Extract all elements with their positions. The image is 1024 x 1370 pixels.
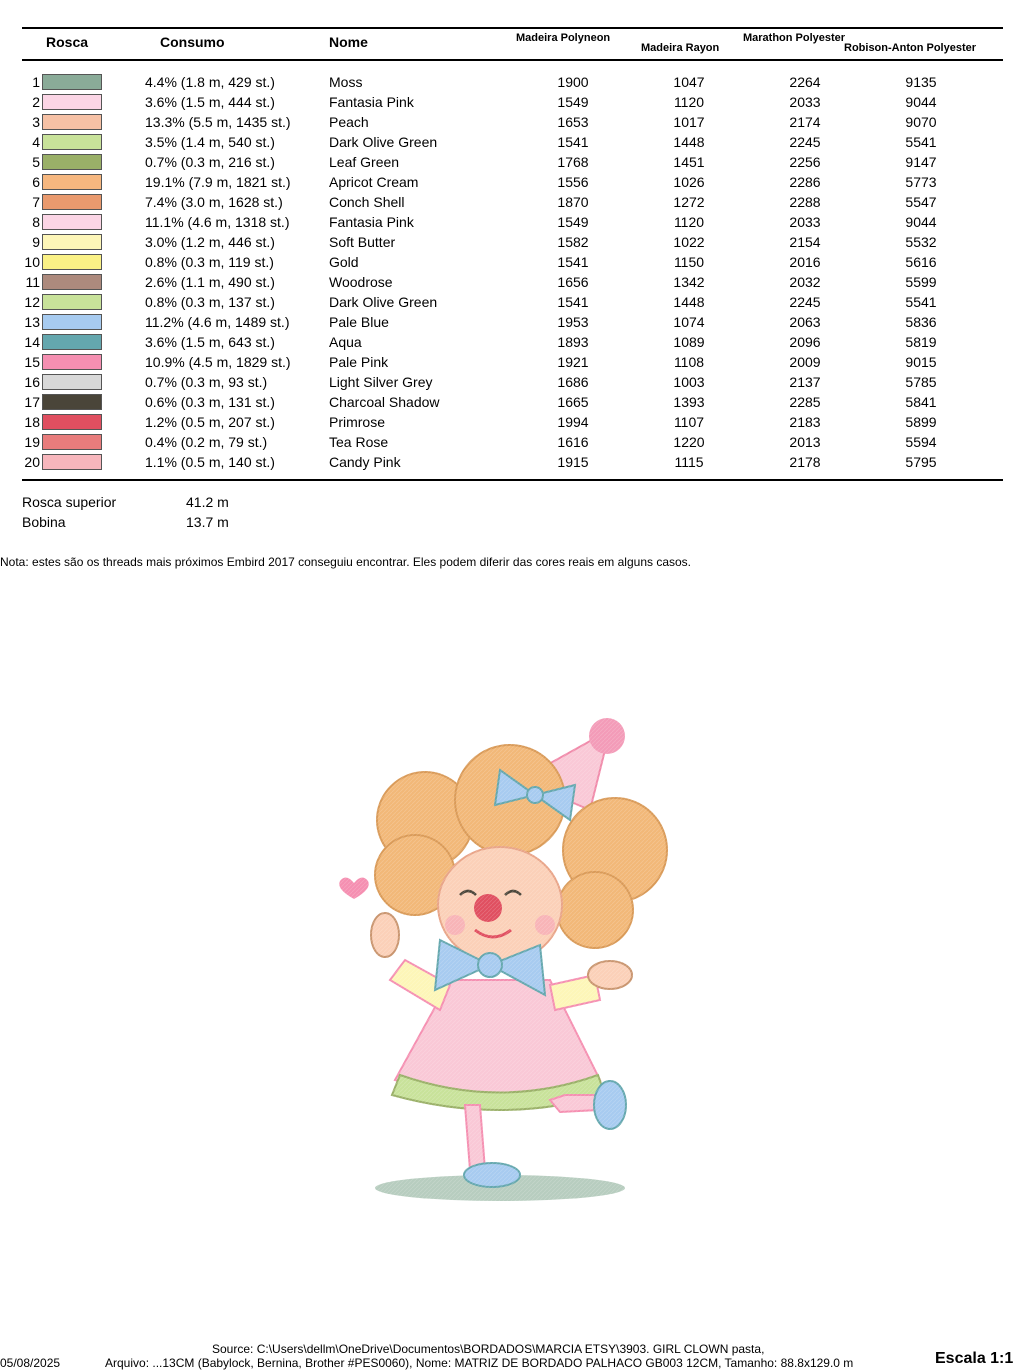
madeira-polyneon-code: 1556 xyxy=(557,174,589,190)
thread-consumption: 13.3% (5.5 m, 1435 st.) xyxy=(145,114,291,130)
thread-name: Pale Pink xyxy=(329,354,389,370)
madeira-rayon-code: 1272 xyxy=(673,194,705,210)
thread-consumption: 0.8% (0.3 m, 119 st.) xyxy=(145,254,274,270)
thread-number: 20 xyxy=(24,454,40,470)
table-row xyxy=(0,72,1024,92)
table-row xyxy=(0,192,1024,212)
thread-consumption: 7.4% (3.0 m, 1628 st.) xyxy=(145,194,283,210)
thread-name: Aqua xyxy=(329,334,362,350)
thread-name: Pale Blue xyxy=(329,314,389,330)
thread-number: 18 xyxy=(24,414,40,430)
thread-number: 15 xyxy=(24,354,40,370)
thread-number: 12 xyxy=(24,294,40,310)
robison-anton-code: 9044 xyxy=(905,94,937,110)
color-swatch xyxy=(42,94,102,110)
robison-anton-code: 5785 xyxy=(905,374,937,390)
note-text: Nota: estes são os threads mais próximos Embird 2017 conseguiu encontrar. Eles podem diferir das cores reais em alguns casos. xyxy=(0,555,692,569)
marathon-code: 2154 xyxy=(789,234,821,250)
footer-arquivo: Arquivo: ...13CM (Babylock, Bernina, Brother #PES0060), Nome: MATRIZ DE BORDADO PALHACO GB003 12CM, Tamanho: 88.8x129.0 m xyxy=(105,1356,854,1370)
table-row xyxy=(0,212,1024,232)
marathon-code: 2016 xyxy=(789,254,821,270)
madeira-rayon-code: 1150 xyxy=(673,254,705,270)
thread-number: 19 xyxy=(24,434,40,450)
header-madeira-rayon: Madeira Rayon xyxy=(641,42,720,54)
thread-consumption: 19.1% (7.9 m, 1821 st.) xyxy=(145,174,291,190)
marathon-code: 2009 xyxy=(789,354,821,370)
marathon-code: 2245 xyxy=(789,134,821,150)
madeira-rayon-code: 1342 xyxy=(673,274,705,290)
table-header-rule xyxy=(22,59,1003,61)
robison-anton-code: 5541 xyxy=(905,294,937,310)
thread-name: Leaf Green xyxy=(329,154,400,170)
footer-source: Source: C:\Users\dellm\OneDrive\Documentos\BORDADOS\MARCIA ETSY\3903. GIRL CLOWN pasta, xyxy=(212,1342,765,1356)
madeira-rayon-code: 1047 xyxy=(673,74,705,90)
thread-number: 10 xyxy=(24,254,40,270)
table-row xyxy=(0,292,1024,312)
marathon-code: 2286 xyxy=(789,174,821,190)
thread-consumption: 10.9% (4.5 m, 1829 st.) xyxy=(145,354,291,370)
madeira-polyneon-code: 1541 xyxy=(557,254,589,270)
robison-anton-code: 5599 xyxy=(905,274,937,290)
thread-consumption: 11.2% (4.6 m, 1489 st.) xyxy=(145,314,290,330)
madeira-polyneon-code: 1893 xyxy=(557,334,589,350)
thread-name: Soft Butter xyxy=(329,234,396,250)
table-row xyxy=(0,272,1024,292)
thread-number: 1 xyxy=(32,74,40,90)
thread-number: 14 xyxy=(24,334,40,350)
robison-anton-code: 5841 xyxy=(905,394,937,410)
robison-anton-code: 5594 xyxy=(905,434,937,450)
color-swatch xyxy=(42,274,102,290)
table-row xyxy=(0,372,1024,392)
thread-consumption: 2.6% (1.1 m, 490 st.) xyxy=(145,274,275,290)
color-swatch xyxy=(42,214,102,230)
madeira-rayon-code: 1108 xyxy=(673,354,705,370)
thread-name: Dark Olive Green xyxy=(329,134,438,150)
madeira-polyneon-code: 1900 xyxy=(557,74,589,90)
table-row xyxy=(0,132,1024,152)
thread-consumption: 3.5% (1.4 m, 540 st.) xyxy=(145,134,275,150)
marathon-code: 2285 xyxy=(789,394,821,410)
thread-consumption: 0.6% (0.3 m, 131 st.) xyxy=(145,394,275,410)
madeira-polyneon-code: 1915 xyxy=(557,454,589,470)
madeira-rayon-code: 1107 xyxy=(673,414,705,430)
marathon-code: 2013 xyxy=(789,434,821,450)
footer-date: 05/08/2025 xyxy=(0,1356,61,1370)
thread-name: Apricot Cream xyxy=(329,174,419,190)
thread-name: Dark Olive Green xyxy=(329,294,438,310)
thread-consumption: 0.4% (0.2 m, 79 st.) xyxy=(145,434,268,450)
robison-anton-code: 5836 xyxy=(905,314,937,330)
robison-anton-code: 5532 xyxy=(905,234,937,250)
thread-consumption: 0.8% (0.3 m, 137 st.) xyxy=(145,294,275,310)
madeira-rayon-code: 1089 xyxy=(673,334,705,350)
header-marathon: Marathon Polyester xyxy=(743,32,846,44)
table-row xyxy=(0,412,1024,432)
color-swatch xyxy=(42,74,102,90)
marathon-code: 2178 xyxy=(789,454,821,470)
marathon-code: 2137 xyxy=(789,374,821,390)
thread-number: 7 xyxy=(32,194,40,210)
thread-number: 16 xyxy=(24,374,40,390)
thread-name: Candy Pink xyxy=(329,454,401,470)
table-bottom-rule xyxy=(22,479,1003,481)
madeira-polyneon-code: 1541 xyxy=(557,134,589,150)
thread-number: 9 xyxy=(32,234,40,250)
madeira-rayon-code: 1022 xyxy=(673,234,705,250)
rosca-superior-value: 41.2 m xyxy=(186,494,229,510)
robison-anton-code: 9070 xyxy=(905,114,937,130)
thread-consumption: 1.2% (0.5 m, 207 st.) xyxy=(145,414,275,430)
bobina-label: Bobina xyxy=(22,514,66,530)
madeira-rayon-code: 1003 xyxy=(673,374,705,390)
madeira-rayon-code: 1448 xyxy=(673,294,705,310)
marathon-code: 2174 xyxy=(789,114,821,130)
marathon-code: 2245 xyxy=(789,294,821,310)
table-row xyxy=(0,432,1024,452)
thread-name: Primrose xyxy=(329,414,386,430)
color-swatch xyxy=(42,194,102,210)
robison-anton-code: 5819 xyxy=(905,334,937,350)
robison-anton-code: 9015 xyxy=(905,354,937,370)
marathon-code: 2256 xyxy=(789,154,821,170)
table-row xyxy=(0,152,1024,172)
footer-scale: Escala 1:1 xyxy=(935,1350,1014,1367)
madeira-polyneon-code: 1994 xyxy=(557,414,589,430)
thread-number: 8 xyxy=(32,214,40,230)
rosca-superior-label: Rosca superior xyxy=(22,494,117,510)
madeira-polyneon-code: 1656 xyxy=(557,274,589,290)
color-swatch xyxy=(42,114,102,130)
madeira-rayon-code: 1120 xyxy=(673,214,705,230)
robison-anton-code: 5899 xyxy=(905,414,937,430)
madeira-polyneon-code: 1541 xyxy=(557,294,589,310)
madeira-rayon-code: 1393 xyxy=(673,394,705,410)
color-swatch xyxy=(42,254,102,270)
madeira-rayon-code: 1074 xyxy=(673,314,705,330)
table-row xyxy=(0,92,1024,112)
robison-anton-code: 5541 xyxy=(905,134,937,150)
thread-consumption: 0.7% (0.3 m, 216 st.) xyxy=(145,154,275,170)
madeira-polyneon-code: 1665 xyxy=(557,394,589,410)
table-row xyxy=(0,232,1024,252)
robison-anton-code: 5616 xyxy=(905,254,937,270)
color-swatch xyxy=(42,354,102,370)
madeira-rayon-code: 1451 xyxy=(673,154,705,170)
color-swatch xyxy=(42,334,102,350)
thread-consumption: 0.7% (0.3 m, 93 st.) xyxy=(145,374,268,390)
color-swatch xyxy=(42,454,102,470)
madeira-polyneon-code: 1582 xyxy=(557,234,589,250)
thread-name: Conch Shell xyxy=(329,194,405,210)
madeira-polyneon-code: 1549 xyxy=(557,214,589,230)
marathon-code: 2264 xyxy=(789,74,821,90)
thread-name: Light Silver Grey xyxy=(329,374,433,390)
madeira-polyneon-code: 1870 xyxy=(557,194,589,210)
madeira-polyneon-code: 1549 xyxy=(557,94,589,110)
madeira-polyneon-code: 1616 xyxy=(557,434,589,450)
robison-anton-code: 5795 xyxy=(905,454,937,470)
color-swatch xyxy=(42,174,102,190)
madeira-polyneon-code: 1768 xyxy=(557,154,589,170)
header-consumo: Consumo xyxy=(160,34,225,50)
thread-consumption: 1.1% (0.5 m, 140 st.) xyxy=(145,454,275,470)
color-swatch xyxy=(42,314,102,330)
thread-name: Tea Rose xyxy=(329,434,389,450)
marathon-code: 2033 xyxy=(789,94,821,110)
thread-consumption: 3.6% (1.5 m, 444 st.) xyxy=(145,94,275,110)
header-madeira-polyneon: Madeira Polyneon xyxy=(516,32,611,44)
thread-number: 2 xyxy=(32,94,40,110)
color-swatch xyxy=(42,394,102,410)
madeira-rayon-code: 1120 xyxy=(673,94,705,110)
madeira-rayon-code: 1017 xyxy=(673,114,705,130)
thread-name: Gold xyxy=(329,254,359,270)
madeira-polyneon-code: 1653 xyxy=(557,114,589,130)
robison-anton-code: 5773 xyxy=(905,174,937,190)
madeira-rayon-code: 1026 xyxy=(673,174,705,190)
table-top-rule xyxy=(22,27,1003,29)
table-row xyxy=(0,392,1024,412)
madeira-rayon-code: 1448 xyxy=(673,134,705,150)
thread-consumption: 4.4% (1.8 m, 429 st.) xyxy=(145,74,275,90)
marathon-code: 2288 xyxy=(789,194,821,210)
madeira-polyneon-code: 1953 xyxy=(557,314,589,330)
thread-number: 3 xyxy=(32,114,40,130)
thread-name: Fantasia Pink xyxy=(329,214,414,230)
color-swatch xyxy=(42,154,102,170)
bobina-value: 13.7 m xyxy=(186,514,229,530)
thread-number: 5 xyxy=(32,154,40,170)
header-nome: Nome xyxy=(329,34,368,50)
thread-number: 6 xyxy=(32,174,40,190)
thread-number: 13 xyxy=(24,314,40,330)
table-row xyxy=(0,312,1024,332)
robison-anton-code: 9044 xyxy=(905,214,937,230)
color-swatch xyxy=(42,414,102,430)
thread-number: 4 xyxy=(32,134,40,150)
thread-name: Woodrose xyxy=(329,274,393,290)
table-row xyxy=(0,452,1024,472)
color-swatch xyxy=(42,134,102,150)
madeira-rayon-code: 1220 xyxy=(673,434,705,450)
color-swatch xyxy=(42,434,102,450)
table-row xyxy=(0,352,1024,372)
marathon-code: 2032 xyxy=(789,274,821,290)
table-row xyxy=(0,112,1024,132)
thread-name: Moss xyxy=(329,74,363,90)
thread-name: Fantasia Pink xyxy=(329,94,414,110)
color-swatch xyxy=(42,294,102,310)
marathon-code: 2096 xyxy=(789,334,821,350)
thread-number: 11 xyxy=(25,274,40,290)
header-robison: Robison-Anton Polyester xyxy=(844,42,977,54)
madeira-polyneon-code: 1686 xyxy=(557,374,589,390)
marathon-code: 2063 xyxy=(789,314,821,330)
thread-consumption: 11.1% (4.6 m, 1318 st.) xyxy=(145,214,290,230)
color-swatch xyxy=(42,374,102,390)
thread-name: Peach xyxy=(329,114,369,130)
madeira-rayon-code: 1115 xyxy=(674,454,704,470)
robison-anton-code: 9147 xyxy=(905,154,937,170)
table-row xyxy=(0,172,1024,192)
table-row xyxy=(0,332,1024,352)
robison-anton-code: 5547 xyxy=(905,194,937,210)
thread-consumption: 3.6% (1.5 m, 643 st.) xyxy=(145,334,275,350)
embroidery-preview xyxy=(320,700,740,1220)
marathon-code: 2183 xyxy=(789,414,821,430)
header-rosca: Rosca xyxy=(46,34,89,50)
thread-name: Charcoal Shadow xyxy=(329,394,440,410)
thread-consumption: 3.0% (1.2 m, 446 st.) xyxy=(145,234,275,250)
madeira-polyneon-code: 1921 xyxy=(557,354,589,370)
robison-anton-code: 9135 xyxy=(905,74,937,90)
color-swatch xyxy=(42,234,102,250)
thread-number: 17 xyxy=(24,394,40,410)
table-row xyxy=(0,252,1024,272)
marathon-code: 2033 xyxy=(789,214,821,230)
